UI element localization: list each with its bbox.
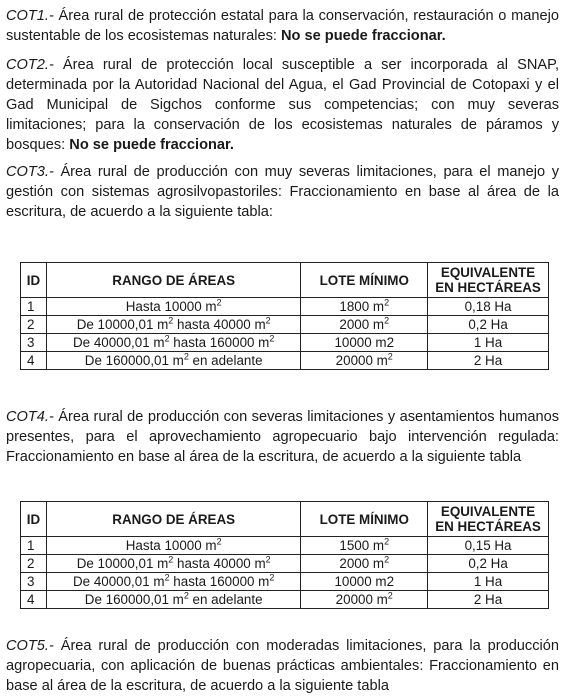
cell-hectareas: 1 Ha <box>428 573 549 591</box>
cell-rango: De 10000,01 $m^2$ hasta 40000 $m^2$ <box>46 555 300 573</box>
header-rango: RANGO DE ÁREAS <box>46 263 300 298</box>
paragraph-cot2 <box>6 55 559 155</box>
table-row <box>21 316 549 334</box>
cell-lote: 2000 $m^2$ <box>301 316 428 334</box>
table-row <box>21 591 549 609</box>
table-row <box>21 537 549 555</box>
cot3-text: Área rural de producción con muy severas limitaciones, para el manejo y gestión con sistemas agrosilvopastoriles: Fraccionamiento en base al área de la escritura, de acuerdo a la siguiente tabla: <box>6 164 559 220</box>
cell-lote: 1800 $m^2$ <box>301 298 428 316</box>
cell-rango: De 10000,01 $m^2$ hasta 40000 $m^2$ <box>46 316 300 334</box>
header-rango: RANGO DE ÁREAS <box>46 502 300 537</box>
cot1-bold: No se puede fraccionar. <box>281 28 446 44</box>
header-id: ID <box>21 263 47 298</box>
paragraph-cot3 <box>6 162 559 222</box>
header-lote: LOTE MÍNIMO <box>301 263 428 298</box>
cell-hectareas: 2 Ha <box>428 352 549 370</box>
cot3-code: COT3.- <box>6 164 54 180</box>
cell-hectareas: 0,2 Ha <box>428 555 549 573</box>
cell-hectareas: 1 Ha <box>428 334 549 352</box>
paragraph-cot1 <box>6 6 559 46</box>
cell-id: 2 <box>21 555 47 573</box>
cot4-text: Área rural de producción con severas limitaciones y asentamientos humanos presentes, para el aprovechamiento agropecuario bajo intervención regulada: Fraccionamiento en base al área de la escritura, de acuerdo a la siguiente tabla <box>6 409 559 465</box>
cell-rango: De 40000,01 $m^2$ hasta 160000 $m^2$ <box>46 334 300 352</box>
cell-rango: Hasta 10000 $m^2$ <box>46 537 300 555</box>
cell-rango: De 40000,01 $m^2$ hasta 160000 $m^2$ <box>46 573 300 591</box>
cell-hectareas: 0,2 Ha <box>428 316 549 334</box>
cell-hectareas: 2 Ha <box>428 591 549 609</box>
cell-id: 2 <box>21 316 47 334</box>
table-cot4-body <box>21 537 549 609</box>
header-equivalente: EQUIVALENTE EN HECTÁREAS <box>428 502 549 537</box>
cell-rango: De 160000,01 $m^2$ en adelante <box>46 352 300 370</box>
cell-hectareas: 0,18 Ha <box>428 298 549 316</box>
paragraph-cot5 <box>6 636 559 696</box>
header-id: ID <box>21 502 47 537</box>
cell-id: 4 <box>21 352 47 370</box>
cell-id: 3 <box>21 573 47 591</box>
table-row <box>21 334 549 352</box>
cot2-bold: No se puede fraccionar. <box>69 137 234 153</box>
paragraph-cot4 <box>6 407 559 467</box>
table-cot4 <box>20 501 549 609</box>
cell-id: 3 <box>21 334 47 352</box>
table-row <box>21 555 549 573</box>
table-row <box>21 352 549 370</box>
cell-lote: 2000 $m^2$ <box>301 555 428 573</box>
table-cot3-body <box>21 298 549 370</box>
cell-hectareas: 0,15 Ha <box>428 537 549 555</box>
table-row <box>21 298 549 316</box>
cell-lote: 10000 m2 <box>301 334 428 352</box>
cell-lote: 20000 $m^2$ <box>301 591 428 609</box>
table-row <box>21 573 549 591</box>
cell-lote: 10000 m2 <box>301 573 428 591</box>
cot1-text: Área rural de protección estatal para la conservación, restauración o manejo sustentable de los ecosistemas naturales: <box>6 8 559 44</box>
cell-id: 1 <box>21 298 47 316</box>
cot1-code: COT1.- <box>6 8 54 24</box>
cot4-code: COT4.- <box>6 409 54 425</box>
cot2-code: COT2.- <box>6 57 54 73</box>
cell-rango: Hasta 10000 $m^2$ <box>46 298 300 316</box>
cell-lote: 20000 $m^2$ <box>301 352 428 370</box>
cell-id: 1 <box>21 537 47 555</box>
cot5-code: COT5.- <box>6 638 54 654</box>
cot2-text: Área rural de protección local susceptible a ser incorporada al SNAP, determinada por la Autoridad Nacional del Agua, el Gad Provincial de Cotopaxi y el Gad Municipal de Sigchos conforme sus competencias; con muy severas limitaciones; para la conservación de los ecosistemas naturales de páramos y bosques: <box>6 57 559 153</box>
cell-lote: 1500 $m^2$ <box>301 537 428 555</box>
cot5-text: Área rural de producción con moderadas limitaciones, para la producción agropecuaria, con aplicación de buenas prácticas ambientales: Fraccionamiento en base al área de la escritura, de acuerdo a la siguiente tabla <box>6 638 559 694</box>
table-cot3 <box>20 262 549 370</box>
cell-rango: De 160000,01 $m^2$ en adelante <box>46 591 300 609</box>
table-header-row <box>21 263 549 298</box>
table-header-row <box>21 502 549 537</box>
header-equivalente: EQUIVALENTE EN HECTÁREAS <box>428 263 549 298</box>
cell-id: 4 <box>21 591 47 609</box>
header-lote: LOTE MÍNIMO <box>301 502 428 537</box>
